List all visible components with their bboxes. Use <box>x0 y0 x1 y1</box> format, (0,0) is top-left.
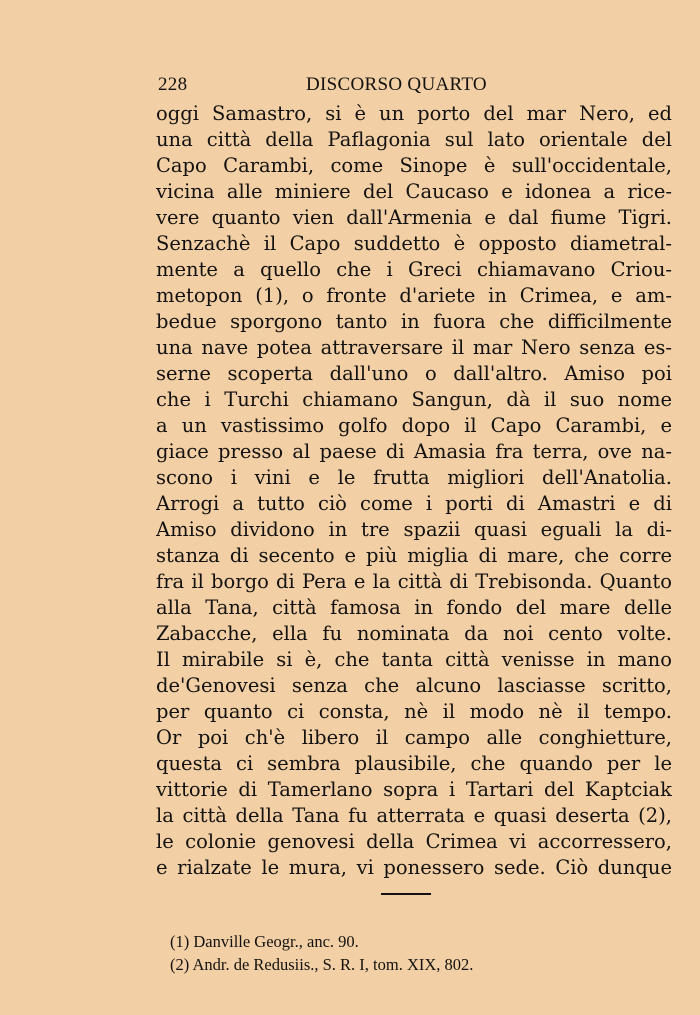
text-line: stanza di secento e più miglia di mare, che corre <box>156 544 672 567</box>
text-line: Il mirabile si è, che tanta città venisse in mano <box>156 648 672 671</box>
body-text <box>156 101 672 881</box>
text-line: alla Tana, città famosa in fondo del mare delle <box>156 596 672 619</box>
text-line: serne scoperta dall'uno o dall'altro. Amiso poi <box>156 362 672 385</box>
page-number: 228 <box>158 74 188 95</box>
text-line: vere quanto vien dall'Armenia e dal fiume Tigri. <box>156 206 672 229</box>
text-line: e rialzate le mura, vi ponessero sede. Ciò dunque <box>156 856 672 879</box>
running-head: DISCORSO QUARTO <box>306 74 487 95</box>
text-line: le colonie genovesi della Crimea vi accorressero, <box>156 830 672 853</box>
text-line: Senzachè il Capo suddetto è opposto diametral- <box>156 232 672 255</box>
text-line: vicina alle miniere del Caucaso e idonea a rice- <box>156 180 672 203</box>
text-line: una città della Paflagonia sul lato orientale del <box>156 128 672 151</box>
footnote-2: (2) Andr. de Redusiis., S. R. I, tom. XIX, 802. <box>170 955 474 974</box>
text-line: mente a quello che i Greci chiamavano Criou- <box>156 258 672 281</box>
text-line: Capo Carambi, come Sinope è sull'occidentale, <box>156 154 672 177</box>
text-line: Zabacche, ella fu nominata da noi cento volte. <box>156 622 672 645</box>
text-line: de'Genovesi senza che alcuno lasciasse scritto, <box>156 674 672 697</box>
text-line: bedue sporgono tanto in fuora che difficilmente <box>156 310 672 333</box>
text-line: Amiso dividono in tre spazii quasi eguali la di- <box>156 518 672 541</box>
text-line: questa ci sembra plausibile, che quando per le <box>156 752 672 775</box>
text-line: scono i vini e le frutta migliori dell'Anatolia. <box>156 466 672 489</box>
page-header <box>156 74 672 100</box>
text-line: che i Turchi chiamano Sangun, dà il suo nome <box>156 388 672 411</box>
book-page <box>156 74 672 895</box>
text-line: per quanto ci consta, nè il modo nè il tempo. <box>156 700 672 723</box>
footnote-divider <box>381 893 431 895</box>
text-line: metopon (1), o fronte d'ariete in Crimea, e am- <box>156 284 672 307</box>
footnotes <box>170 930 473 976</box>
text-line: Arrogi a tutto ciò come i porti di Amastri e di <box>156 492 672 515</box>
text-line: una nave potea attraversare il mar Nero senza es- <box>156 336 672 359</box>
text-line: a un vastissimo golfo dopo il Capo Carambi, e <box>156 414 672 437</box>
text-line: Or poi ch'è libero il campo alle conghietture, <box>156 726 672 749</box>
text-line: vittorie di Tamerlano sopra i Tartari del Kaptciak <box>156 778 672 801</box>
text-line: la città della Tana fu atterrata e quasi deserta (2), <box>156 804 672 827</box>
footnote-1: (1) Danville Geogr., anc. 90. <box>170 932 359 951</box>
text-line: oggi Samastro, si è un porto del mar Nero, ed <box>156 102 672 125</box>
text-line: giace presso al paese di Amasia fra terra, ove na- <box>156 440 672 463</box>
text-line: fra il borgo di Pera e la città di Trebisonda. Quanto <box>156 570 672 593</box>
